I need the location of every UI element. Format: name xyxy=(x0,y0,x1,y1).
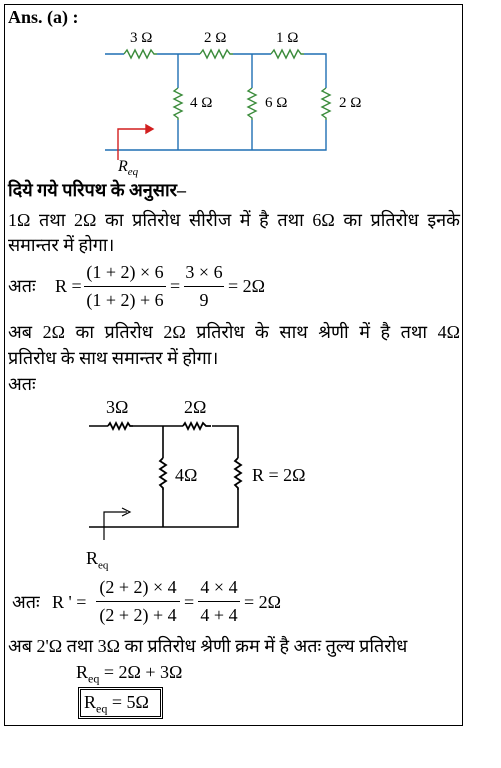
eq1-equals: = xyxy=(170,276,181,296)
answer-heading: Ans. (a) : xyxy=(8,7,79,27)
eq1-result: = 2Ω xyxy=(228,276,266,296)
label-2ohm-shunt: 2 Ω xyxy=(339,95,362,111)
eq1-numerator-1: (1 + 2) × 6 xyxy=(86,262,164,282)
resistor-2ohm-c2-symbol xyxy=(183,423,211,429)
final-line-1: $R_{eq} = 2\Omega + 3\Omega$ xyxy=(76,662,183,686)
req-arrow-2 xyxy=(104,512,127,540)
resistor-4ohm-c2-symbol xyxy=(160,458,166,490)
eq2-numerator-2: 4 × 4 xyxy=(200,577,238,597)
intro-heading: दिये गये परिपथ के अनुसार– xyxy=(8,180,186,200)
para1-line1: 1Ω तथा 2Ω का प्रतिरोध सीरीज में है तथा 6Ω का प्रतिरोध इनके xyxy=(8,210,460,230)
label-3ohm: 3 Ω xyxy=(130,30,153,46)
para2-line1: अब 2Ω का प्रतिरोध 2Ω प्रतिरोध के साथ श्रेणी में है तथा 4Ω xyxy=(8,322,460,342)
label-4ohm: 4 Ω xyxy=(190,95,213,111)
label-1ohm: 1 Ω xyxy=(276,30,299,46)
label-c2-2ohm: 2Ω xyxy=(184,397,207,417)
eq2-denominator-2: 4 + 4 xyxy=(200,605,238,625)
label-6ohm: 6 Ω xyxy=(265,95,288,111)
req-label-1: $R_{eq}$ xyxy=(118,158,139,179)
para3: अब 2'Ω तथा 3Ω का प्रतिरोध श्रेणी क्रम में है अतः तुल्य प्रतिरोध xyxy=(8,636,408,656)
eq1-denominator-2: 9 xyxy=(199,290,209,310)
eq1-numerator-2: 3 × 6 xyxy=(185,262,223,282)
resistor-3ohm-c2-symbol xyxy=(108,423,133,429)
eq2-result: = 2Ω xyxy=(244,592,282,612)
eq2-equals: = xyxy=(184,592,195,612)
eq2-fraction-bar-1 xyxy=(96,601,180,602)
eq1-denominator-1: (1 + 2) + 6 xyxy=(86,290,164,310)
label-c2-r2ohm: R = 2Ω xyxy=(252,465,306,485)
eq1-lhs: R = xyxy=(55,276,82,296)
eq2-denominator-1: (2 + 2) + 4 xyxy=(99,605,177,625)
eq2-lhs: R ' = xyxy=(52,592,87,612)
eq2-numerator-1: (2 + 2) × 4 xyxy=(99,577,177,597)
eq2-prefix: अतः xyxy=(12,592,40,612)
req-label-2: $R_{eq}$ xyxy=(86,548,109,572)
final-answer: $R_{eq} = 5\Omega$ xyxy=(84,692,149,716)
resistor-r2ohm-c2-symbol xyxy=(235,458,241,490)
label-2ohm-top: 2 Ω xyxy=(204,30,227,46)
para2-line2: प्रतिरोध के साथ समान्तर में होगा। xyxy=(8,348,219,368)
eq1-prefix: अतः xyxy=(8,276,36,296)
label-c2-3ohm: 3Ω xyxy=(106,397,129,417)
ata-label: अतः xyxy=(8,374,36,394)
para1-line2: समान्तर में होगा। xyxy=(8,235,115,255)
label-c2-4ohm: 4Ω xyxy=(175,465,198,485)
eq2-fraction-bar-2 xyxy=(198,601,240,602)
